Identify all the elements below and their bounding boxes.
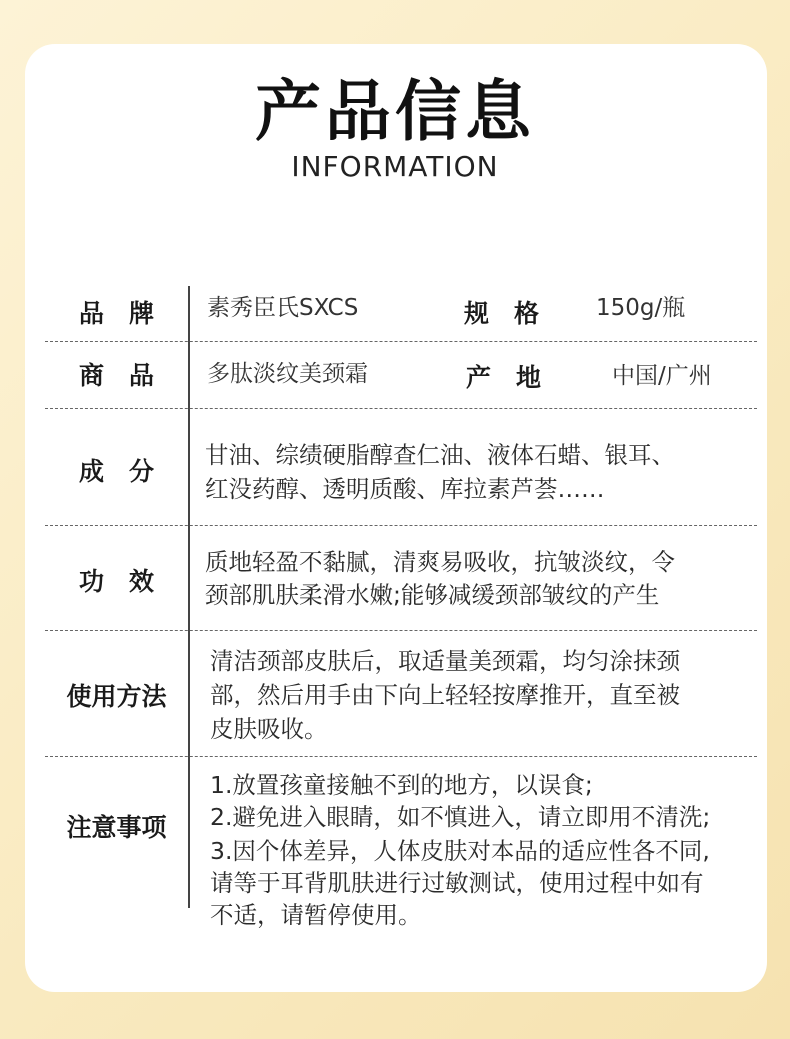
brand-value: 素秀臣氏SXCS [207, 295, 359, 321]
row-separator [45, 630, 757, 631]
row-separator [45, 525, 757, 526]
ingredients-line-1: 甘油、综绩硬脂醇查仁油、液体石蜡、银耳、 [205, 441, 675, 469]
ingredients-label: 成 分 [78, 457, 154, 486]
page-subtitle: INFORMATION [291, 150, 499, 183]
page-title: 产品信息 [255, 73, 535, 150]
efficacy-line-2: 颈部肌肤柔滑水嫩;能够减缓颈部皱纹的产生 [205, 581, 660, 609]
brand-label: 品 牌 [78, 299, 154, 328]
notes-line-4: 请等于耳背肌肤进行过敏测试，使用过程中如有 [210, 869, 704, 897]
origin-label: 产 地 [466, 363, 542, 392]
spec-value: 150g/瓶 [596, 295, 686, 321]
product-value: 多肽淡纹美颈霜 [207, 361, 368, 387]
row-separator [45, 408, 757, 409]
row-separator [45, 756, 757, 757]
notes-line-2: 2.避免进入眼睛，如不慎进入，请立即用不清洗; [210, 803, 711, 831]
notes-line-3: 3.因个体差异，人体皮肤对本品的适应性各不同, [210, 837, 710, 865]
usage-line-1: 清洁颈部皮肤后，取适量美颈霜，均匀涂抹颈 [210, 647, 680, 675]
ingredients-line-2: 红没药醇、透明质酸、库拉素芦荟…… [205, 475, 605, 503]
efficacy-line-1: 质地轻盈不黏腻，清爽易吸收，抗皱淡纹，令 [205, 548, 675, 576]
row-separator [45, 341, 757, 342]
notes-line-5: 不适，请暂停使用。 [210, 901, 422, 929]
spec-label: 规 格 [464, 299, 540, 328]
notes-line-1: 1.放置孩童接触不到的地方，以误食; [210, 771, 593, 799]
notes-label: 注意事项 [66, 813, 167, 842]
efficacy-label: 功 效 [78, 567, 154, 596]
product-label: 商 品 [78, 361, 154, 390]
origin-value: 中国/广州 [612, 363, 712, 389]
usage-line-3: 皮肤吸收。 [210, 715, 328, 743]
usage-line-2: 部，然后用手由下向上轻轻按摩推开，直至被 [210, 681, 680, 709]
column-divider [188, 286, 190, 908]
usage-label: 使用方法 [66, 682, 167, 711]
